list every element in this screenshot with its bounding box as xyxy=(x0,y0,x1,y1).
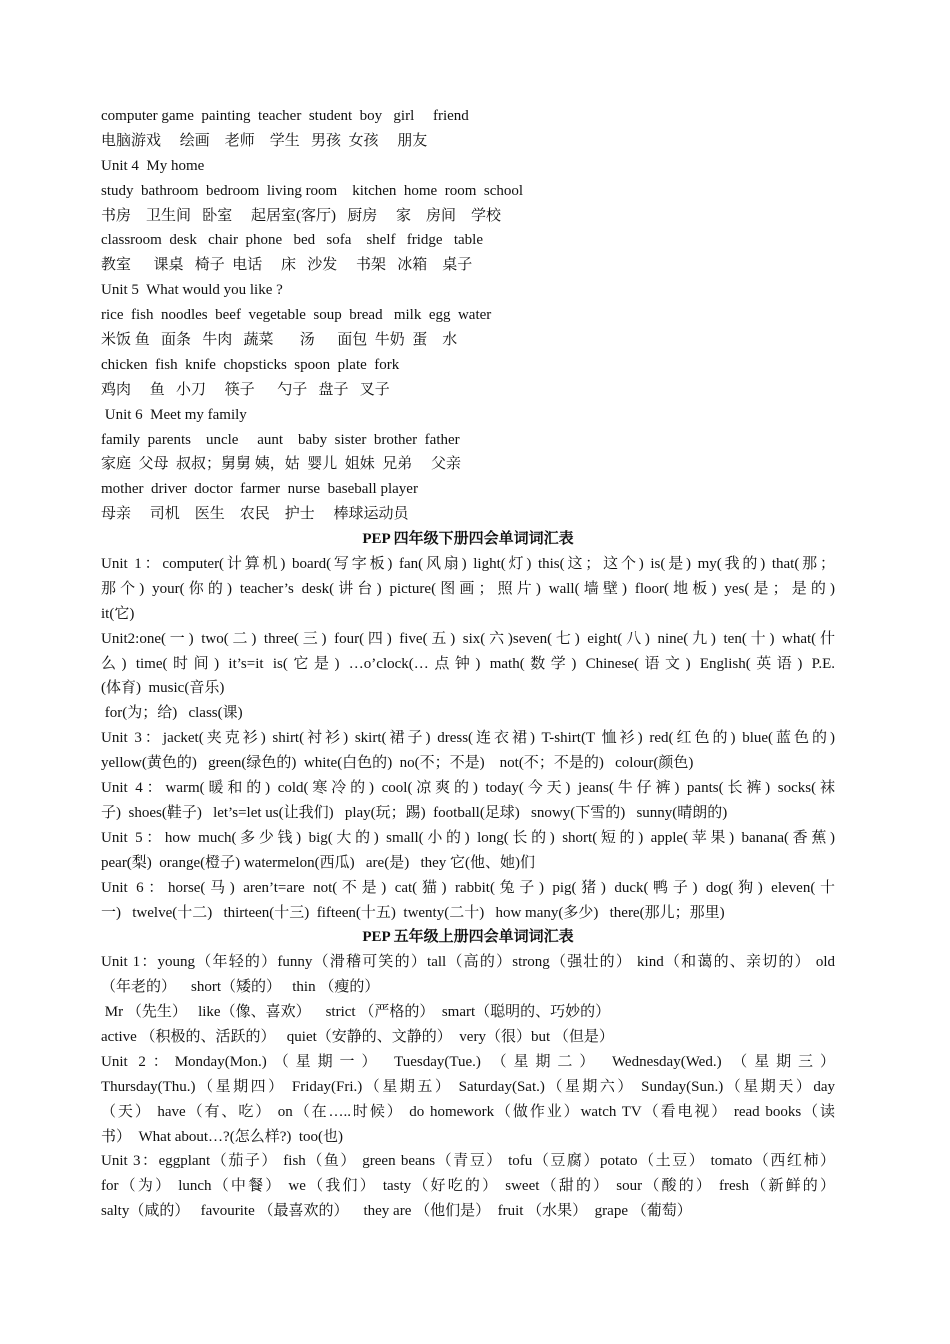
vocab-line: Mr （先生） like（像、喜欢） strict （严格的） smart（聪明的、巧妙的） xyxy=(101,1004,611,1021)
vocab-line: 鸡肉 鱼 小刀 筷子 勺子 盘子 叉子 xyxy=(101,381,390,398)
vocab-line: active （积极的、活跃的） quiet（安静的、文静的） very（很）but （但是） xyxy=(101,1028,614,1045)
vocab-line: computer game painting teacher student boy girl friend xyxy=(101,108,469,124)
vocab-line: for（为） lunch（中餐） we（我们） tasty（好吃的） sweet（甜的） sour（酸的） fresh（新鲜的） xyxy=(101,1178,835,1195)
unit-heading: Unit 4 My home xyxy=(101,157,205,174)
section-title: PEP 四年级下册四会单词词汇表 xyxy=(362,531,574,548)
vocab-line: 电脑游戏 绘画 老师 学生 男孩 女孩 朋友 xyxy=(101,132,428,149)
vocab-line: Unit 5：how much(多少钱) big(大的) small(小的) long(长的) short(短的) apple(苹果) banana(香蕉) xyxy=(101,829,835,846)
vocab-line: Unit 6：horse(马) aren’t=are not(不是) cat(猫) rabbit(兔子) pig(猪) duck(鸭子) dog(狗) eleven(十 xyxy=(101,879,835,896)
vocab-line: it(它) xyxy=(101,605,135,622)
vocab-line: 书房 卫生间 卧室 起居室(客厅) 厨房 家 房间 学校 xyxy=(101,207,501,224)
vocab-line: mother driver doctor farmer nurse baseball player xyxy=(101,481,418,498)
vocab-line: 一) twelve(十二) thirteen(十三) fifteen(十五) twenty(二十) how many(多少) there(那儿；那里) xyxy=(101,904,725,921)
vocab-line: Unit 4：warm(暖和的) cold(寒冷的) cool(凉爽的) today(今天) jeans(牛仔裤) pants(长裤) socks(袜 xyxy=(101,780,835,797)
vocab-line: for(为；给) class(课) xyxy=(101,705,243,722)
section-title: PEP 五年级上册四会单词词汇表 xyxy=(362,929,574,946)
unit-heading: Unit 5 What would you like ? xyxy=(101,282,283,299)
vocab-line: rice fish noodles beef vegetable soup bread milk egg water xyxy=(101,307,492,324)
vocab-line: 子) shoes(鞋子) let’s=let us(让我们) play(玩；踢) football(足球) snowy(下雪的) sunny(晴朗的) xyxy=(101,804,728,821)
vocab-line: 母亲 司机 医生 农民 护士 棒球运动员 xyxy=(101,506,409,523)
vocab-line: Thursday(Thu.)（星期四） Friday(Fri.)（星期五） Saturday(Sat.)（星期六） Sunday(Sun.)（星期天）day xyxy=(101,1078,835,1095)
vocab-line: (体育) music(音乐) xyxy=(101,680,225,697)
vocab-line: 教室 课桌 椅子 电话 床 沙发 书架 冰箱 桌子 xyxy=(101,257,473,274)
document-page xyxy=(101,104,835,1224)
vocab-line: 家庭 父母 叔叔；舅舅 姨，姑 婴儿 姐妹 兄弟 父亲 xyxy=(101,456,462,473)
vocab-line: Unit 1：computer(计算机) board(写字板) fan(风扇) light(灯) this(这；这个) is(是) my(我的) that(那； xyxy=(101,556,835,573)
vocab-line: 那个) your(你的) teacher’s desk(讲台) picture(图画；照片) wall(墙壁) floor(地板) yes(是；是的) xyxy=(101,580,835,597)
vocab-line: salty（咸的） favourite （最喜欢的） they are （他们是） fruit （水果） grape （葡萄） xyxy=(101,1203,692,1220)
vocab-line: yellow(黄色的) green(绿色的) white(白色的) no(不；不是) not(不；不是的) colour(颜色) xyxy=(101,755,694,772)
vocab-line: （天） have（有、吃） on（在…..时候） do homework（做作业）watch TV（看电视） read books（读 xyxy=(101,1103,835,1120)
unit-heading: Unit 6 Meet my family xyxy=(101,406,247,423)
vocab-line: pear(梨) orange(橙子) watermelon(西瓜) are(是) they 它(他、她)们 xyxy=(101,854,536,871)
vocab-line: 书） What about…?(怎么样?) too(也) xyxy=(101,1128,344,1145)
vocab-line: 么) time(时间) it’s=it is(它是) …o’clock(…点钟) math(数学) Chinese(语文) English(英语) P.E. xyxy=(101,655,835,672)
vocab-line: （年老的） short（矮的） thin （瘦的） xyxy=(101,979,380,996)
vocab-line: Unit 2：Monday(Mon.)（星期一） Tuesday(Tue.) （星期二） Wednesday(Wed.) （星期三） xyxy=(101,1053,835,1070)
vocab-line: Unit 3：eggplant（茄子） fish（鱼） green beans（青豆） tofu（豆腐）potato（土豆） tomato（西红柿） xyxy=(101,1153,835,1170)
vocab-line: family parents uncle aunt baby sister brother father xyxy=(101,431,460,448)
vocab-line: chicken fish knife chopsticks spoon plate fork xyxy=(101,356,400,373)
vocab-line: Unit 1：young（年轻的）funny（滑稽可笑的）tall（高的）strong（强壮的） kind（和蔼的、亲切的） old xyxy=(101,954,835,971)
vocab-line: 米饭 鱼 面条 牛肉 蔬菜 汤 面包 牛奶 蛋 水 xyxy=(101,332,458,349)
vocab-line: classroom desk chair phone bed sofa shelf fridge table xyxy=(101,232,483,249)
vocab-line: study bathroom bedroom living room kitchen home room school xyxy=(101,182,524,199)
vocab-line: Unit2:one(一) two(二) three(三) four(四) five(五) six(六)seven(七) eight(八) nine(九) ten(十) what(什 xyxy=(101,630,835,647)
vocab-line: Unit 3：jacket(夹克衫) shirt(衬衫) skirt(裙子) dress(连衣裙) T-shirt(T 恤衫) red(红色的) blue(蓝色的) xyxy=(101,730,835,747)
